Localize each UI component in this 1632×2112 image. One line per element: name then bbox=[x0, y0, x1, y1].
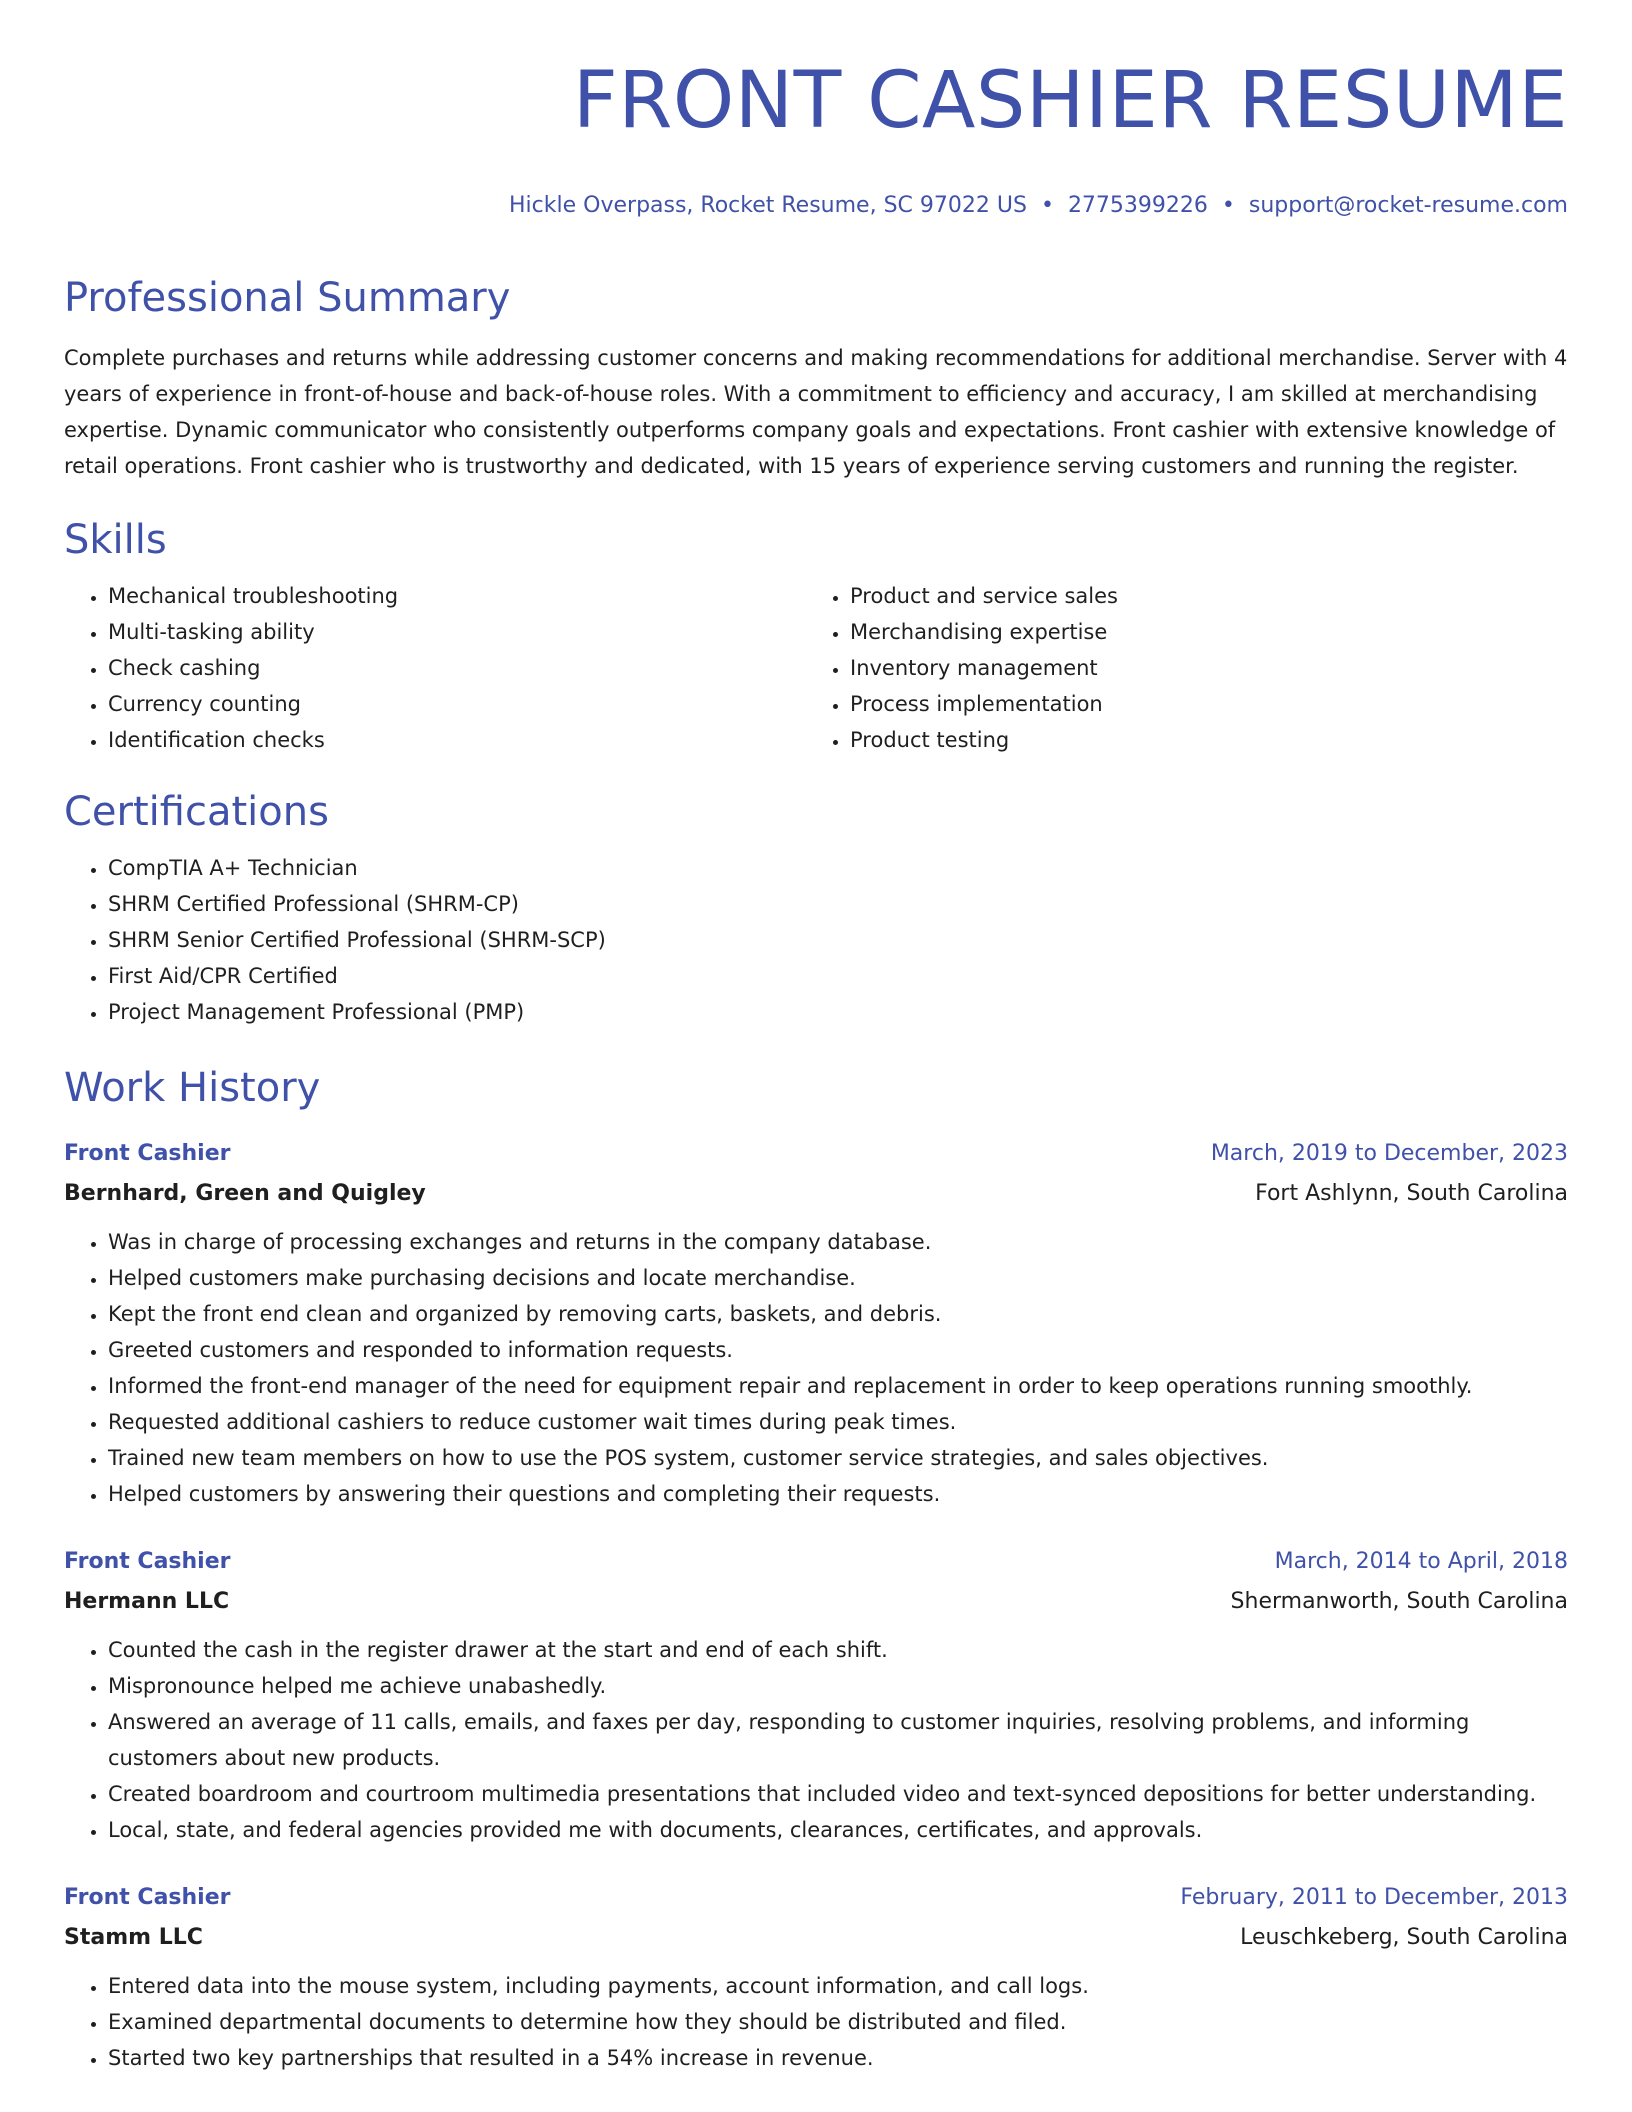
certification-item: • SHRM Certified Professional (SHRM-CP) bbox=[108, 886, 1568, 922]
skill-item: • Product and service sales bbox=[850, 578, 1548, 614]
certification-item: • First Aid/CPR Certified bbox=[108, 958, 1568, 994]
resume-page bbox=[64, 0, 1568, 2076]
job-dates: March, 2014 to April, 2018 bbox=[1274, 1549, 1568, 1575]
job-entry bbox=[64, 1878, 1568, 2076]
job-header-row bbox=[64, 1878, 1568, 1918]
skill-item: • Inventory management bbox=[850, 650, 1548, 686]
job-title: Front Cashier bbox=[64, 1141, 231, 1167]
skill-item: • Product testing bbox=[850, 722, 1548, 758]
certification-item: • SHRM Senior Certified Professional (SHRM-SCP) bbox=[108, 922, 1568, 958]
skills-heading: Skills bbox=[64, 517, 167, 564]
job-bullet: • Informed the front-end manager of the need for equipment repair and replacement in order to keep operations running smoothly. bbox=[108, 1368, 1568, 1404]
job-entry bbox=[64, 1542, 1568, 1848]
skills-grid bbox=[64, 578, 1568, 758]
job-bullet: • Answered an average of 11 calls, emails, and faxes per day, responding to customer inquiries, resolving problems, and informing customers about new products. bbox=[108, 1704, 1568, 1776]
job-bullets bbox=[64, 1224, 1568, 1512]
job-header-row bbox=[64, 1542, 1568, 1582]
job-bullet: • Trained new team members on how to use the POS system, customer service strategies, and sales objectives. bbox=[108, 1440, 1568, 1476]
job-location: Fort Ashlynn, South Carolina bbox=[1255, 1181, 1568, 1207]
job-company: Bernhard, Green and Quigley bbox=[64, 1181, 426, 1207]
contact-address: Hickle Overpass, Rocket Resume, SC 97022 US bbox=[509, 193, 1027, 219]
job-bullets bbox=[64, 1968, 1568, 2076]
skill-item: • Currency counting bbox=[108, 686, 806, 722]
job-bullet: • Entered data into the mouse system, including payments, account information, and call logs. bbox=[108, 1968, 1568, 2004]
contact-phone: 2775399226 bbox=[1067, 193, 1208, 219]
job-entry bbox=[64, 1134, 1568, 1512]
job-bullet: • Requested additional cashiers to reduce customer wait times during peak times. bbox=[108, 1404, 1568, 1440]
job-location: Leuschkeberg, South Carolina bbox=[1240, 1925, 1568, 1951]
job-dates: March, 2019 to December, 2023 bbox=[1210, 1141, 1568, 1167]
job-bullet: • Counted the cash in the register drawer at the start and end of each shift. bbox=[108, 1632, 1568, 1668]
job-bullet: • Kept the front end clean and organized by removing carts, baskets, and debris. bbox=[108, 1296, 1568, 1332]
job-title: Front Cashier bbox=[64, 1549, 231, 1575]
skills-column-left bbox=[64, 578, 806, 758]
job-title: Front Cashier bbox=[64, 1885, 231, 1911]
job-bullet: • Greeted customers and responded to information requests. bbox=[108, 1332, 1568, 1368]
job-company-row bbox=[64, 1174, 1568, 1214]
job-company: Stamm LLC bbox=[64, 1925, 203, 1951]
job-bullet: • Helped customers make purchasing decisions and locate merchandise. bbox=[108, 1260, 1568, 1296]
contact-separator: • bbox=[1040, 193, 1054, 219]
certification-item: • Project Management Professional (PMP) bbox=[108, 994, 1568, 1030]
skill-item: • Multi-tasking ability bbox=[108, 614, 806, 650]
job-bullet: • Started two key partnerships that resulted in a 54% increase in revenue. bbox=[108, 2040, 1568, 2076]
job-bullet: • Examined departmental documents to determine how they should be distributed and filed. bbox=[108, 2004, 1568, 2040]
job-bullets bbox=[64, 1632, 1568, 1848]
job-company-row bbox=[64, 1582, 1568, 1622]
work-history-heading: Work History bbox=[64, 1065, 321, 1112]
skill-item: • Merchandising expertise bbox=[850, 614, 1548, 650]
skill-item: • Process implementation bbox=[850, 686, 1548, 722]
summary-heading: Professional Summary bbox=[64, 275, 511, 322]
certifications-list bbox=[64, 850, 1568, 1030]
summary-text: Complete purchases and returns while addressing customer concerns and making recommendations for additional merchandise. Server with 4 years of experience in front-of-house and back-of-house roles. With a commitment to efficiency and accuracy, I am skilled at merchandising expertise. Dynamic communicator who consistently outperforms company goals and expectations. Front cashier with extensive knowledge of retail operations. Front cashier who is trustworthy and dedicated, with 15 years of experience serving customers and running the register. bbox=[64, 346, 1568, 479]
skill-item: • Check cashing bbox=[108, 650, 806, 686]
job-bullet: • Was in charge of processing exchanges and returns in the company database. bbox=[108, 1224, 1568, 1260]
job-header-row bbox=[64, 1134, 1568, 1174]
skill-item: • Mechanical troubleshooting bbox=[108, 578, 806, 614]
contact-email[interactable]: support@rocket-resume.com bbox=[1248, 193, 1568, 219]
resume-title: FRONT CASHIER RESUME bbox=[572, 56, 1568, 146]
certification-item: • CompTIA A+ Technician bbox=[108, 850, 1568, 886]
contact-line bbox=[64, 192, 1568, 220]
job-bullet: • Local, state, and federal agencies provided me with documents, clearances, certificates, and approvals. bbox=[108, 1812, 1568, 1848]
skills-column-right bbox=[806, 578, 1548, 758]
job-location: Shermanworth, South Carolina bbox=[1230, 1589, 1568, 1615]
job-company: Hermann LLC bbox=[64, 1589, 230, 1615]
job-company-row bbox=[64, 1918, 1568, 1958]
job-dates: February, 2011 to December, 2013 bbox=[1180, 1885, 1568, 1911]
job-bullet: • Helped customers by answering their questions and completing their requests. bbox=[108, 1476, 1568, 1512]
job-bullet: • Created boardroom and courtroom multimedia presentations that included video and text-synced depositions for better understanding. bbox=[108, 1776, 1568, 1812]
certifications-heading: Certifications bbox=[64, 789, 329, 836]
contact-separator: • bbox=[1221, 193, 1235, 219]
skill-item: • Identification checks bbox=[108, 722, 806, 758]
job-bullet: • Mispronounce helped me achieve unabashedly. bbox=[108, 1668, 1568, 1704]
